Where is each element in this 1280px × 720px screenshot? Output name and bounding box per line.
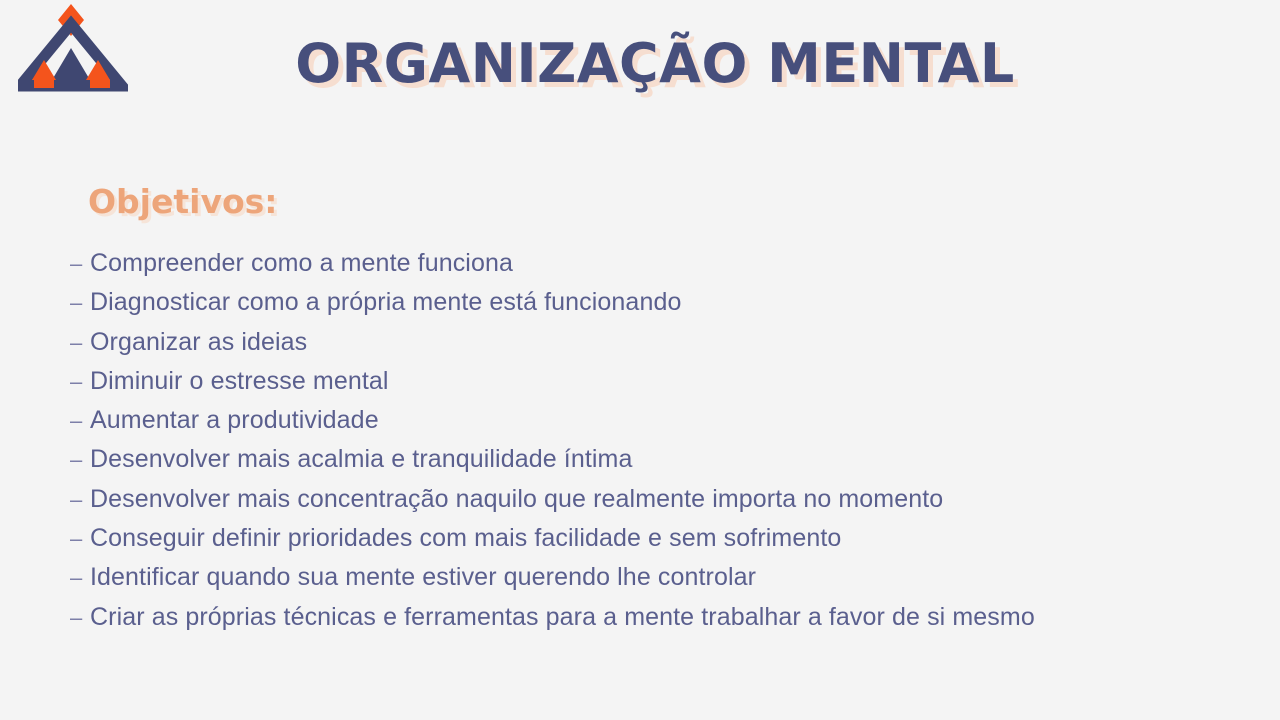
bullet-marker: – bbox=[70, 447, 83, 473]
bullet-marker: – bbox=[70, 604, 83, 630]
bullet-marker: – bbox=[70, 329, 83, 355]
bullet-marker: – bbox=[70, 290, 83, 316]
list-item-label: Organizar as ideias bbox=[90, 327, 308, 356]
list-item bbox=[70, 323, 1240, 362]
list-item-label: Desenvolver mais acalmia e tranquilidade íntima bbox=[90, 445, 633, 474]
list-item-label: Aumentar a produtividade bbox=[90, 406, 379, 435]
bullet-marker: – bbox=[70, 565, 83, 591]
list-item-label: Diagnosticar como a própria mente está funcionando bbox=[90, 288, 682, 317]
list-item-label: Compreender como a mente funciona bbox=[90, 249, 513, 277]
list-item bbox=[70, 283, 1240, 322]
bullet-marker: – bbox=[70, 251, 83, 276]
objectives-heading: Objetivos: bbox=[88, 182, 278, 221]
list-item-label: Criar as próprias técnicas e ferramentas para a mente trabalhar a favor de si mesmo bbox=[90, 602, 1035, 631]
list-item bbox=[70, 244, 1240, 283]
bullet-marker: – bbox=[70, 368, 83, 394]
bullet-marker: – bbox=[70, 526, 83, 552]
list-item bbox=[70, 558, 1240, 597]
bullet-marker: – bbox=[70, 486, 83, 512]
list-item-label: Diminuir o estresse mental bbox=[90, 366, 389, 395]
list-item bbox=[70, 519, 1240, 558]
list-item bbox=[70, 480, 1240, 519]
objectives-list bbox=[70, 244, 1240, 637]
list-item-label: Conseguir definir prioridades com mais facilidade e sem sofrimento bbox=[90, 524, 842, 553]
list-item bbox=[70, 401, 1240, 440]
slide-title: ORGANIZAÇÃO MENTAL bbox=[295, 32, 1015, 95]
list-item bbox=[70, 598, 1240, 637]
list-item-label: Desenvolver mais concentração naquilo que realmente importa no momento bbox=[90, 484, 944, 513]
list-item bbox=[70, 440, 1240, 479]
bullet-marker: – bbox=[70, 408, 83, 434]
list-item-label: Identificar quando sua mente estiver querendo lhe controlar bbox=[90, 563, 757, 592]
list-item bbox=[70, 362, 1240, 401]
